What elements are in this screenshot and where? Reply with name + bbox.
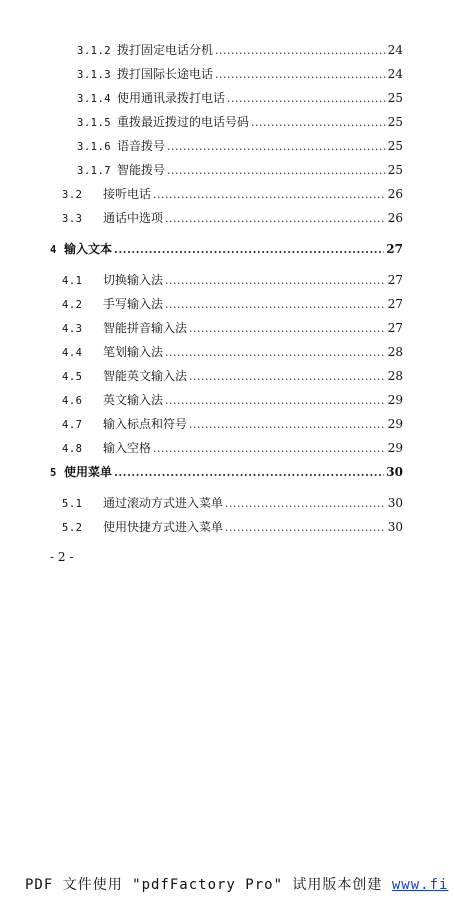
toc-entry-title: 输入空格 <box>103 441 152 455</box>
toc-entry-title: 拨打固定电话分机 <box>117 43 214 57</box>
toc-dot-leader <box>167 138 386 156</box>
toc-entry[interactable] <box>62 209 403 227</box>
toc-entry[interactable] <box>62 295 403 313</box>
toc-dot-leader <box>153 440 386 458</box>
toc-entry-page: 25 <box>387 115 403 129</box>
toc-entry-title: 智能拨号 <box>117 163 166 177</box>
toc-entry-title: 手写输入法 <box>103 297 164 311</box>
toc-entry-number: 4.4 <box>62 347 83 359</box>
toc-entry-page: 27 <box>387 321 403 335</box>
toc-entry-number: 4.6 <box>62 395 83 407</box>
toc-entry-number: 4.5 <box>62 371 83 383</box>
toc-entry-title: 使用通讯录拨打电话 <box>117 91 226 105</box>
watermark-text: PDF 文件使用 "pdfFactory Pro" 试用版本创建 <box>25 877 392 893</box>
page-number: - 2 - <box>50 550 74 564</box>
toc-dot-leader <box>153 186 386 204</box>
toc-entry[interactable] <box>77 89 403 107</box>
toc-entry-page: 25 <box>387 163 403 177</box>
toc-entry-title: 使用快捷方式进入菜单 <box>103 520 224 534</box>
toc-dot-leader <box>165 344 386 362</box>
toc-entry-title: 重拨最近拨过的电话号码 <box>117 115 250 129</box>
toc-entry[interactable] <box>62 319 403 337</box>
toc-entry-page: 26 <box>387 211 403 225</box>
toc-entry-number: 3.2 <box>62 189 83 201</box>
toc-dot-leader <box>165 272 386 290</box>
toc-entry-number: 3.1.2 <box>77 45 112 57</box>
toc-dot-leader <box>165 210 386 228</box>
toc-entry-page: 25 <box>387 139 403 153</box>
toc-entry-page: 24 <box>387 67 403 81</box>
toc-entry-page: 29 <box>387 417 403 431</box>
toc-entry-number: 4.8 <box>62 443 83 455</box>
toc-entry-number: 4.3 <box>62 323 83 335</box>
toc-entry[interactable] <box>62 518 403 536</box>
toc-entry-number: 5.1 <box>62 498 83 510</box>
toc-entry-page: 30 <box>386 465 403 479</box>
toc-entry-title: 接听电话 <box>103 187 152 201</box>
toc-dot-leader <box>165 296 386 314</box>
toc-entry-number: 3.1.5 <box>77 117 112 129</box>
toc-dot-leader <box>189 416 386 434</box>
toc-entry-page: 29 <box>387 393 403 407</box>
toc-entry-number: 4.2 <box>62 299 83 311</box>
toc-entry[interactable] <box>62 391 403 409</box>
toc-entry-page: 27 <box>387 273 403 287</box>
toc-entry[interactable] <box>62 367 403 385</box>
toc-entry-page: 28 <box>387 369 403 383</box>
toc-dot-leader <box>251 114 386 132</box>
toc-entry-number: 3.1.7 <box>77 165 112 177</box>
toc-entry-title: 切换输入法 <box>103 273 164 287</box>
toc-entry-page: 27 <box>386 242 403 256</box>
toc-entry-title: 使用菜单 <box>64 465 113 479</box>
watermark-link[interactable]: www.fi <box>391 877 449 893</box>
toc-entry[interactable] <box>50 240 403 258</box>
toc-entry-page: 30 <box>387 520 403 534</box>
toc-entry[interactable] <box>77 41 403 59</box>
toc-entry[interactable] <box>77 161 403 179</box>
toc-dot-leader <box>165 392 386 410</box>
toc-entry-number: 3.3 <box>62 213 83 225</box>
toc-entry[interactable] <box>62 271 403 289</box>
toc-entry[interactable] <box>77 65 403 83</box>
toc-dot-leader <box>227 90 386 108</box>
toc-entry-number: 4.7 <box>62 419 83 431</box>
toc-entry-page: 30 <box>387 496 403 510</box>
toc-entry[interactable] <box>62 185 403 203</box>
toc-entry-title: 语音拨号 <box>117 139 166 153</box>
toc-dot-leader <box>114 464 384 482</box>
toc-entry[interactable] <box>50 463 403 481</box>
toc-dot-leader <box>167 162 386 180</box>
toc-entry-page: 25 <box>387 91 403 105</box>
toc-entry-title: 笔划输入法 <box>103 345 164 359</box>
toc-entry-number: 3.1.4 <box>77 93 112 105</box>
toc-entry-number: 5 <box>50 467 57 479</box>
toc-entry-title: 智能英文输入法 <box>103 369 188 383</box>
toc-entry-page: 26 <box>387 187 403 201</box>
toc-entry[interactable] <box>77 113 403 131</box>
toc-entry[interactable] <box>62 415 403 433</box>
toc-entry-page: 29 <box>387 441 403 455</box>
toc-entry-page: 28 <box>387 345 403 359</box>
toc-entry-number: 5.2 <box>62 522 83 534</box>
toc-entry-title: 通过滚动方式进入菜单 <box>103 496 224 510</box>
pdf-watermark <box>25 874 448 894</box>
toc-entry[interactable] <box>62 439 403 457</box>
toc-entry[interactable] <box>62 343 403 361</box>
toc-entry-title: 英文输入法 <box>103 393 164 407</box>
toc-dot-leader <box>225 495 386 513</box>
toc-entry-number: 4.1 <box>62 275 83 287</box>
toc-dot-leader <box>215 66 386 84</box>
toc-entry-title: 通话中选项 <box>103 211 164 225</box>
toc-entry-title: 拨打国际长途电话 <box>117 67 214 81</box>
toc-dot-leader <box>225 519 386 537</box>
toc-entry[interactable] <box>62 494 403 512</box>
toc-dot-leader <box>215 42 386 60</box>
toc-entry-number: 3.1.6 <box>77 141 112 153</box>
toc-entry-title: 输入标点和符号 <box>103 417 188 431</box>
toc-dot-leader <box>114 241 384 259</box>
toc-entry-number: 3.1.3 <box>77 69 112 81</box>
toc-dot-leader <box>189 368 386 386</box>
toc-entry-number: 4 <box>50 244 57 256</box>
toc-entry-page: 24 <box>387 43 403 57</box>
toc-entry-title: 输入文本 <box>64 242 113 256</box>
toc-entry-page: 27 <box>387 297 403 311</box>
toc-entry-title: 智能拼音输入法 <box>103 321 188 335</box>
toc-entry[interactable] <box>77 137 403 155</box>
toc-dot-leader <box>189 320 386 338</box>
